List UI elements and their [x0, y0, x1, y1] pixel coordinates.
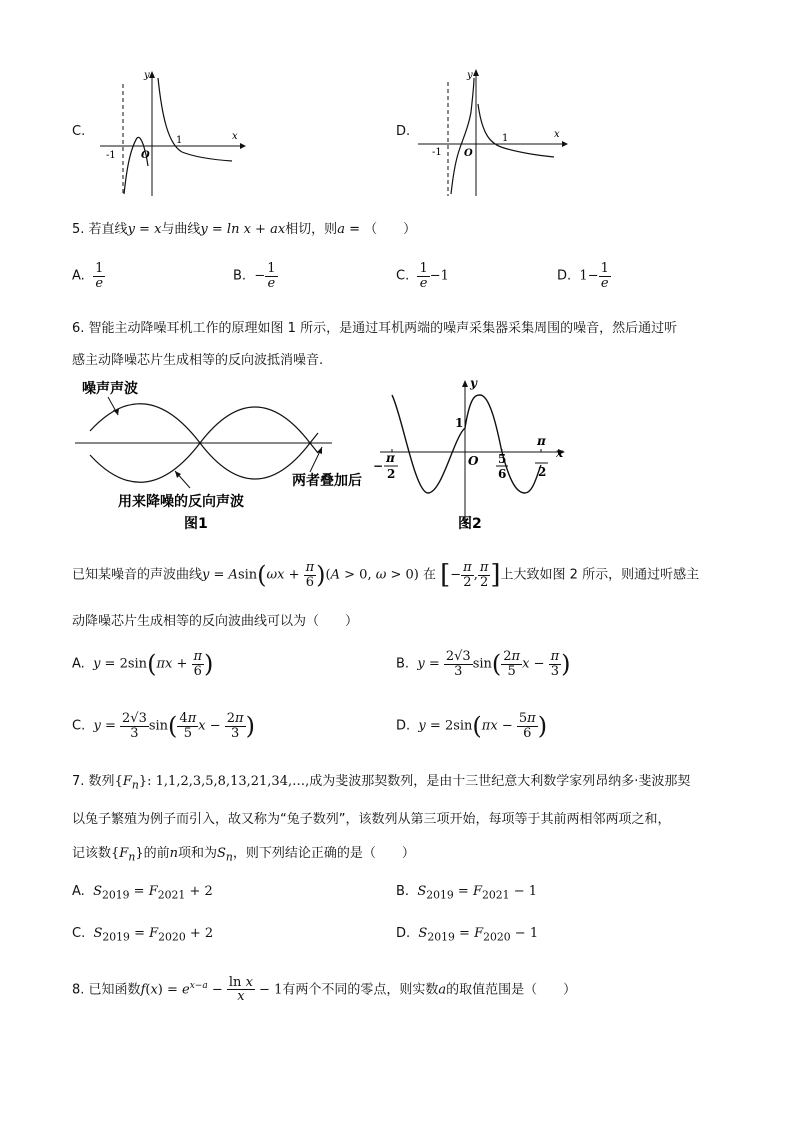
q8-stem: 8. 已知函数$f(x) = e^{x-a}$ − $\frac{\text{ln x}}{x}$ − 1有两个不同的零点，则实数a的取值范围是（ ） — [72, 974, 577, 1005]
one-label: 1 — [502, 133, 509, 144]
origin-label: O — [468, 454, 479, 468]
six-den: 6 — [498, 467, 507, 481]
pi-num: π — [537, 434, 546, 448]
q6-condition-line2: 动降噪芯片生成相等的反向波曲线可以为（ ） — [72, 614, 359, 629]
fig2-caption: 图2 — [458, 516, 482, 532]
q5-stem: 5. 若直线y = x与曲线y = ln x + ax相切，则a = （ ） — [72, 222, 417, 237]
y-label: y — [470, 376, 477, 390]
x-label: x — [554, 129, 560, 140]
origin-label: O — [141, 150, 150, 161]
noise-arrow — [113, 409, 119, 415]
sum-label: 两者叠加后 — [292, 473, 362, 489]
origin-label: O — [464, 148, 473, 159]
q5-option-b: B. − $\frac{1}{e}$ — [233, 261, 276, 291]
y-label: y — [467, 70, 473, 81]
figure-1 — [70, 375, 370, 535]
one-label: 1 — [176, 135, 183, 146]
graph-option-c — [92, 66, 247, 200]
x-axis-arrow — [562, 141, 568, 147]
noise-wave — [90, 404, 318, 479]
curve-right — [478, 104, 554, 157]
reverse-wave — [90, 407, 318, 482]
q6-option-c: C. y = $\frac{2√3}{3}$ sin( $\frac{4\pi}{5}$ x − $\frac{2\pi}{3}$ ) — [72, 710, 255, 741]
sine-curve — [392, 395, 541, 493]
q6-option-a: A. y = 2sin(πx + $\frac{\pi}{6}$ ) — [72, 648, 214, 679]
curve-right — [158, 78, 232, 161]
q7-option-b: B. $S_{2019} = F_{2021} - 1$ — [396, 884, 537, 902]
five-num: 5 — [498, 452, 507, 466]
q5-option-a: A. $\frac{1}{e}$ — [72, 261, 104, 291]
q7-option-a: A. $S_{2019} = F_{2021} + 2$ — [72, 884, 213, 902]
x-label: x — [232, 131, 238, 142]
neg-pi-den: 2 — [387, 467, 396, 481]
q5-option-d: D. 1− $\frac{1}{e}$ — [557, 261, 609, 291]
q7-stem-line2: 以兔子繁殖为例子而引入，故又称为“兔子数列”，该数列从第三项开始，每项等于其前两相邻两项之和， — [72, 812, 671, 827]
option-c-label: C. — [72, 124, 86, 139]
curve-left — [451, 78, 474, 194]
y-label: y — [144, 70, 150, 81]
y-axis-arrow — [149, 71, 155, 78]
q7-stem-line1: 7. 数列$\{F_n\}$: 1,1,2,3,5,8,13,21,34,…,成为斐波那契数列，是由十三世纪意大利数学家列昂纳多·斐波那契 — [72, 774, 691, 792]
graph-option-d — [414, 64, 569, 198]
neg1-label: -1 — [432, 147, 442, 158]
neg-sign: − — [373, 459, 384, 473]
x-axis-arrow — [240, 143, 246, 149]
q5-option-c: C. $\frac{1}{e}$ −1 — [396, 261, 449, 291]
q7-stem-line3: 记该数$\{F_n\}$的前n项和为$S_n$，则下列结论正确的是（ ） — [72, 846, 415, 864]
q7-option-c: C. $S_{2019} = F_{2020} + 2$ — [72, 926, 214, 944]
neg1-label: -1 — [106, 150, 116, 161]
figure-2 — [370, 375, 575, 535]
q6-option-d: D. y = 2sin(πx − $\frac{5\pi}{6}$ ) — [396, 710, 548, 741]
q6-condition: 已知某噪音的声波曲线y = Asin(ωx + $\frac{\pi}{6}$ )(A > 0, ω > 0) 在 [− $\frac{\pi}{2}$ , $\frac{\pi}{2}$ ]上大致如图 2 所示，则通过听感主 — [72, 559, 700, 590]
pi-den: 2 — [538, 465, 547, 479]
option-d-label: D. — [396, 124, 411, 139]
q6-option-b: B. y = $\frac{2√3}{3}$ sin( $\frac{2\pi}{5}$ x − $\frac{\pi}{3}$ ) — [396, 648, 571, 679]
reverse-label: 用来降噪的反向声波 — [118, 494, 244, 510]
one-label: 1 — [455, 416, 464, 430]
q7-option-d: D. $S_{2019} = F_{2020} - 1$ — [396, 926, 539, 944]
noise-label: 噪声声波 — [82, 381, 138, 397]
y-axis-arrow — [473, 69, 479, 76]
fig1-caption: 图1 — [184, 516, 208, 532]
x-label: x — [556, 446, 564, 460]
q6-stem-line2: 感主动降噪芯片生成相等的反向波抵消噪音. — [72, 353, 324, 368]
y-axis-arrow — [462, 380, 468, 387]
neg-pi-num: π — [386, 451, 395, 465]
q6-stem-line1: 6. 智能主动降噪耳机工作的原理如图 1 所示，是通过耳机两端的噪声采集器采集周围的噪音，然后通过听 — [72, 321, 678, 336]
